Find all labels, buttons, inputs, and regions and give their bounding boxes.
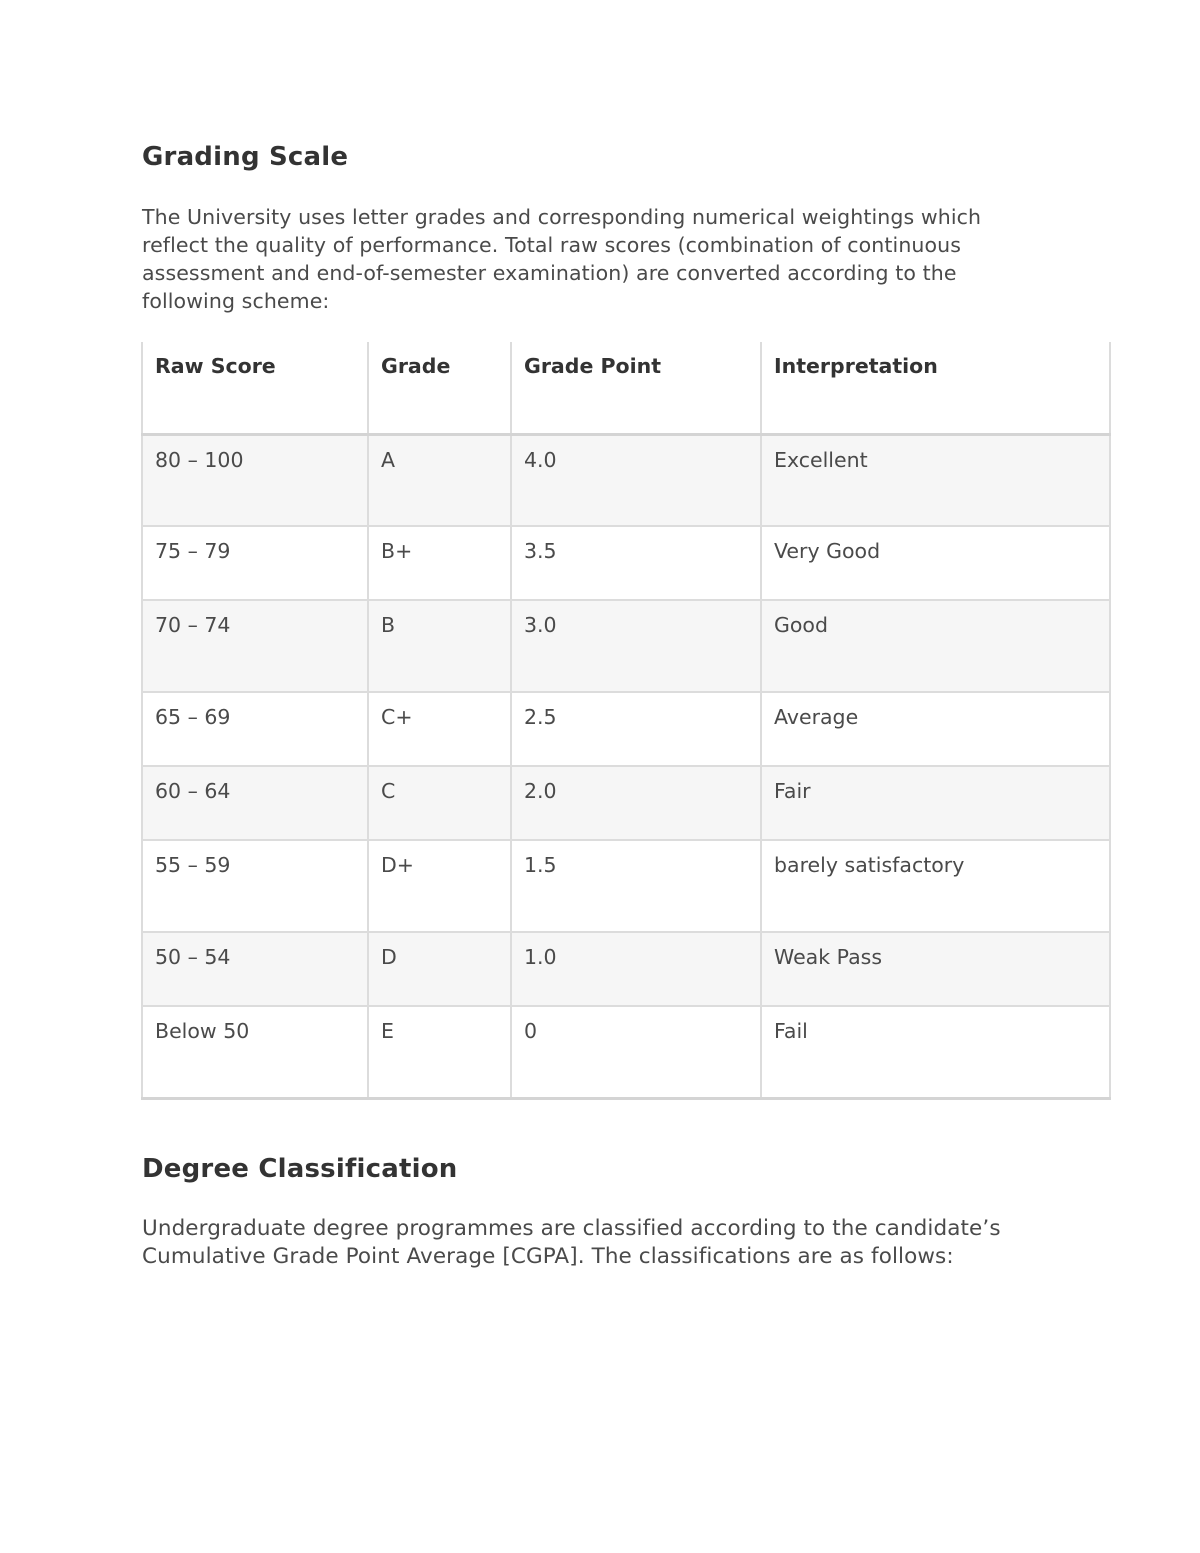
cell-interpretation: Fail	[761, 1006, 1110, 1098]
cell-grade: B+	[368, 526, 511, 600]
table-row	[142, 932, 1110, 1006]
grading-scale-intro: The University uses letter grades and corresponding numerical weightings which reflect the quality of performance. Total raw scores (combination of continuous assessment and end-of-semester examination) are converted according to the following scheme:	[142, 205, 982, 313]
cell-grade: C	[368, 766, 511, 840]
cell-grade: A	[368, 434, 511, 526]
table-row	[142, 692, 1110, 766]
cell-raw-score: 80 – 100	[142, 434, 368, 526]
header-grade: Grade	[368, 342, 511, 434]
cell-grade-point: 4.0	[511, 434, 761, 526]
cell-raw-score: 50 – 54	[142, 932, 368, 1006]
cell-grade-point: 2.0	[511, 766, 761, 840]
cell-grade: B	[368, 600, 511, 692]
cell-raw-score: 55 – 59	[142, 840, 368, 932]
header-raw-score: Raw Score	[142, 342, 368, 434]
cell-grade: D+	[368, 840, 511, 932]
table-row	[142, 840, 1110, 932]
table-row	[142, 1006, 1110, 1098]
header-interpretation: Interpretation	[761, 342, 1110, 434]
cell-interpretation: Average	[761, 692, 1110, 766]
cell-grade-point: 3.0	[511, 600, 761, 692]
table-row	[142, 526, 1110, 600]
cell-grade: C+	[368, 692, 511, 766]
degree-classification-intro: Undergraduate degree programmes are classified according to the candidate’s Cumulative Grade Point Average [CGPA]. The classifications are as follows:	[142, 1216, 1001, 1269]
table-header-row	[142, 342, 1110, 434]
table-row	[142, 434, 1110, 526]
header-grade-point: Grade Point	[511, 342, 761, 434]
degree-classification-heading: Degree Classification	[142, 1154, 458, 1184]
cell-grade-point: 1.0	[511, 932, 761, 1006]
cell-interpretation: Fair	[761, 766, 1110, 840]
cell-raw-score: 75 – 79	[142, 526, 368, 600]
cell-grade: E	[368, 1006, 511, 1098]
cell-interpretation: Excellent	[761, 434, 1110, 526]
table-row	[142, 600, 1110, 692]
cell-raw-score: 60 – 64	[142, 766, 368, 840]
cell-raw-score: Below 50	[142, 1006, 368, 1098]
cell-grade-point: 1.5	[511, 840, 761, 932]
cell-grade-point: 3.5	[511, 526, 761, 600]
cell-grade-point: 0	[511, 1006, 761, 1098]
cell-grade: D	[368, 932, 511, 1006]
cell-interpretation: Good	[761, 600, 1110, 692]
cell-grade-point: 2.5	[511, 692, 761, 766]
grading-scale-heading: Grading Scale	[142, 142, 349, 172]
grading-scale-table	[141, 342, 1111, 1100]
cell-interpretation: Very Good	[761, 526, 1110, 600]
cell-interpretation: Weak Pass	[761, 932, 1110, 1006]
cell-interpretation: barely satisfactory	[761, 840, 1110, 932]
cell-raw-score: 70 – 74	[142, 600, 368, 692]
table-row	[142, 766, 1110, 840]
cell-raw-score: 65 – 69	[142, 692, 368, 766]
